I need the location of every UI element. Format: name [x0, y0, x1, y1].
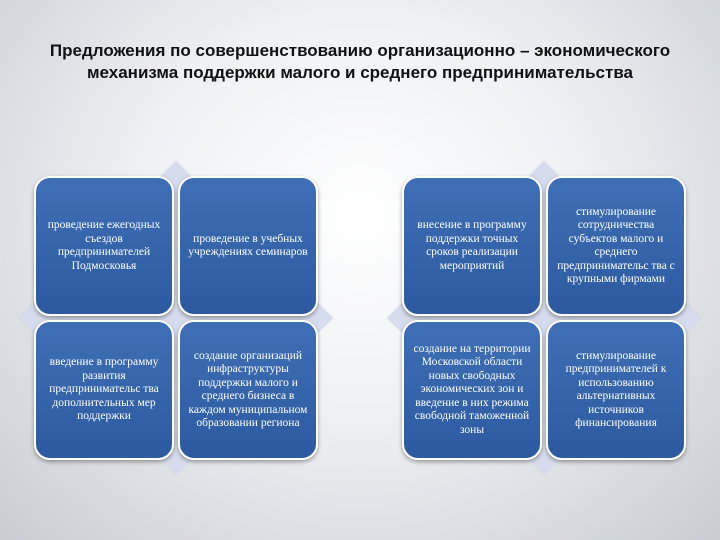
title-line-1: Предложения по совершенствованию организационно – экономического — [49, 41, 671, 60]
proposal-box — [34, 176, 174, 316]
page-title — [20, 40, 700, 84]
proposal-text: внесение в программу поддержки точных сроков реализации мероприятий — [417, 219, 527, 272]
proposal-box — [34, 320, 174, 460]
proposal-text: проведение в учебных учреждениях семинаров — [188, 232, 308, 258]
proposal-box — [402, 320, 542, 460]
proposal-box — [178, 320, 318, 460]
proposal-box — [402, 176, 542, 316]
proposal-box — [546, 176, 686, 316]
proposal-text: стимулирование предпринимателей к использованию альтернативных источников финансирования — [565, 349, 667, 429]
proposal-box — [546, 320, 686, 460]
proposal-text: создание организаций инфраструктуры поддержки малого и среднего бизнеса в каждом муниципальном образовании региона — [188, 349, 308, 429]
proposal-box — [178, 176, 318, 316]
proposal-text: проведение ежегодных съездов предпринимателей Подмосковья — [47, 219, 161, 272]
title-line-2: механизма поддержки малого и среднего предпринимательства — [86, 63, 634, 82]
proposal-text: введение в программу развития предпринимательс тва дополнительных мер поддержки — [49, 356, 159, 423]
proposal-text: создание на территории Московской области новых свободных экономических зон и введение в них режима свободной таможенной зоны — [413, 342, 531, 436]
proposal-text: стимулирование сотрудничества субъектов малого и среднего предпринимательс тва с крупными фирмами — [557, 205, 675, 285]
